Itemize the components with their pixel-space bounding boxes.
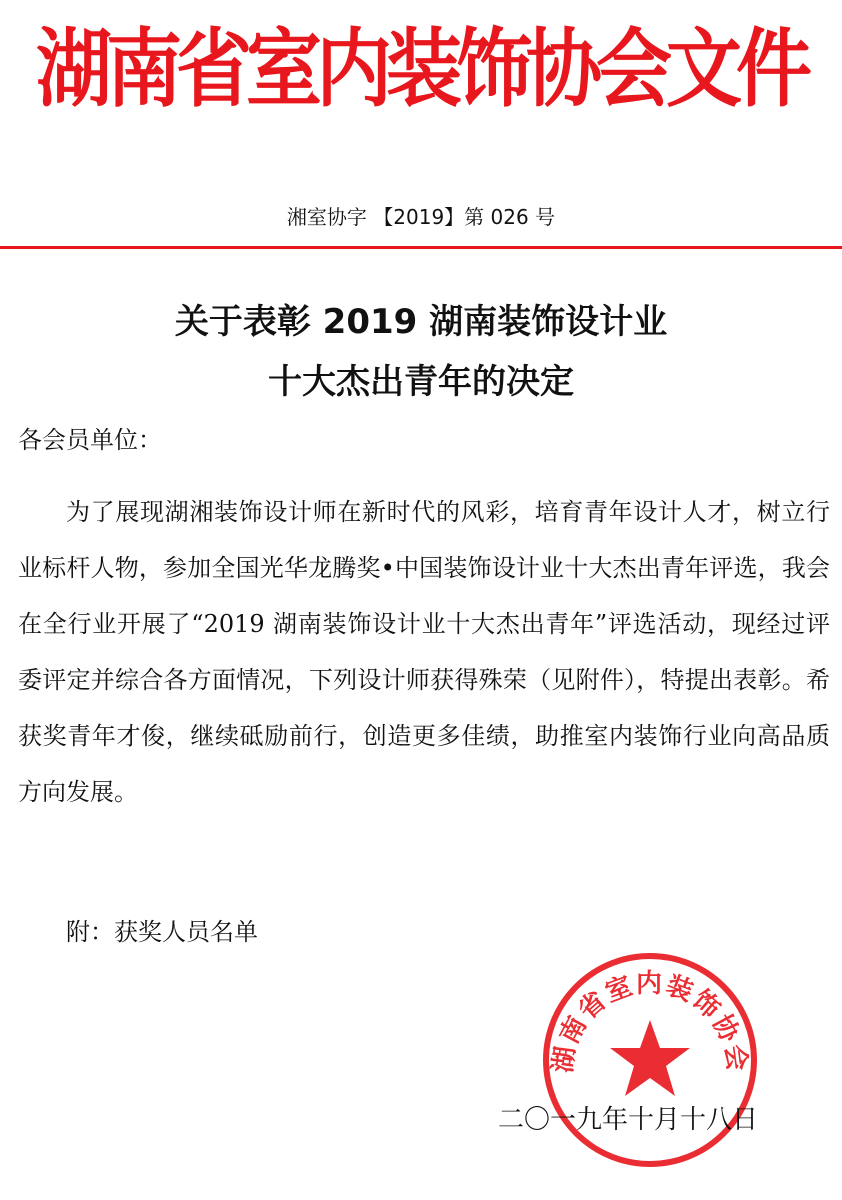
body-paragraph: 为了展现湖湘装饰设计师在新时代的风彩，培育青年设计人才，树立行业标杆人物，参加全国光华龙腾奖•中国装饰设计业十大杰出青年评选，我会在全行业开展了“2019 湖南装饰设计业十大杰出青年”评选活动，现经过评委评定并综合各方面情况，下列设计师获得殊荣（见附件），特提出表彰。希获奖青年才俊，继续砥励前行，创造更多佳绩，助推室内装饰行业向高品质方向发展。	[18, 498, 830, 806]
seal-text: 湖南省室内装饰协会	[548, 969, 752, 1075]
header-title: 湖南省室内装饰协会文件	[36, 19, 806, 119]
star-icon	[610, 1020, 690, 1096]
attachment-note: 附：获奖人员名单	[66, 918, 258, 946]
salutation: 各会员单位：	[18, 426, 162, 454]
document-title-line-1: 关于表彰 2019 湖南装饰设计业	[174, 302, 668, 342]
red-divider	[0, 246, 842, 249]
issue-date: 二〇一九年十月十八日	[498, 1105, 759, 1135]
document-number: 湘室协字 【2019】第 026 号	[286, 205, 556, 229]
document-title-line-2: 十大杰出青年的决定	[268, 362, 574, 402]
